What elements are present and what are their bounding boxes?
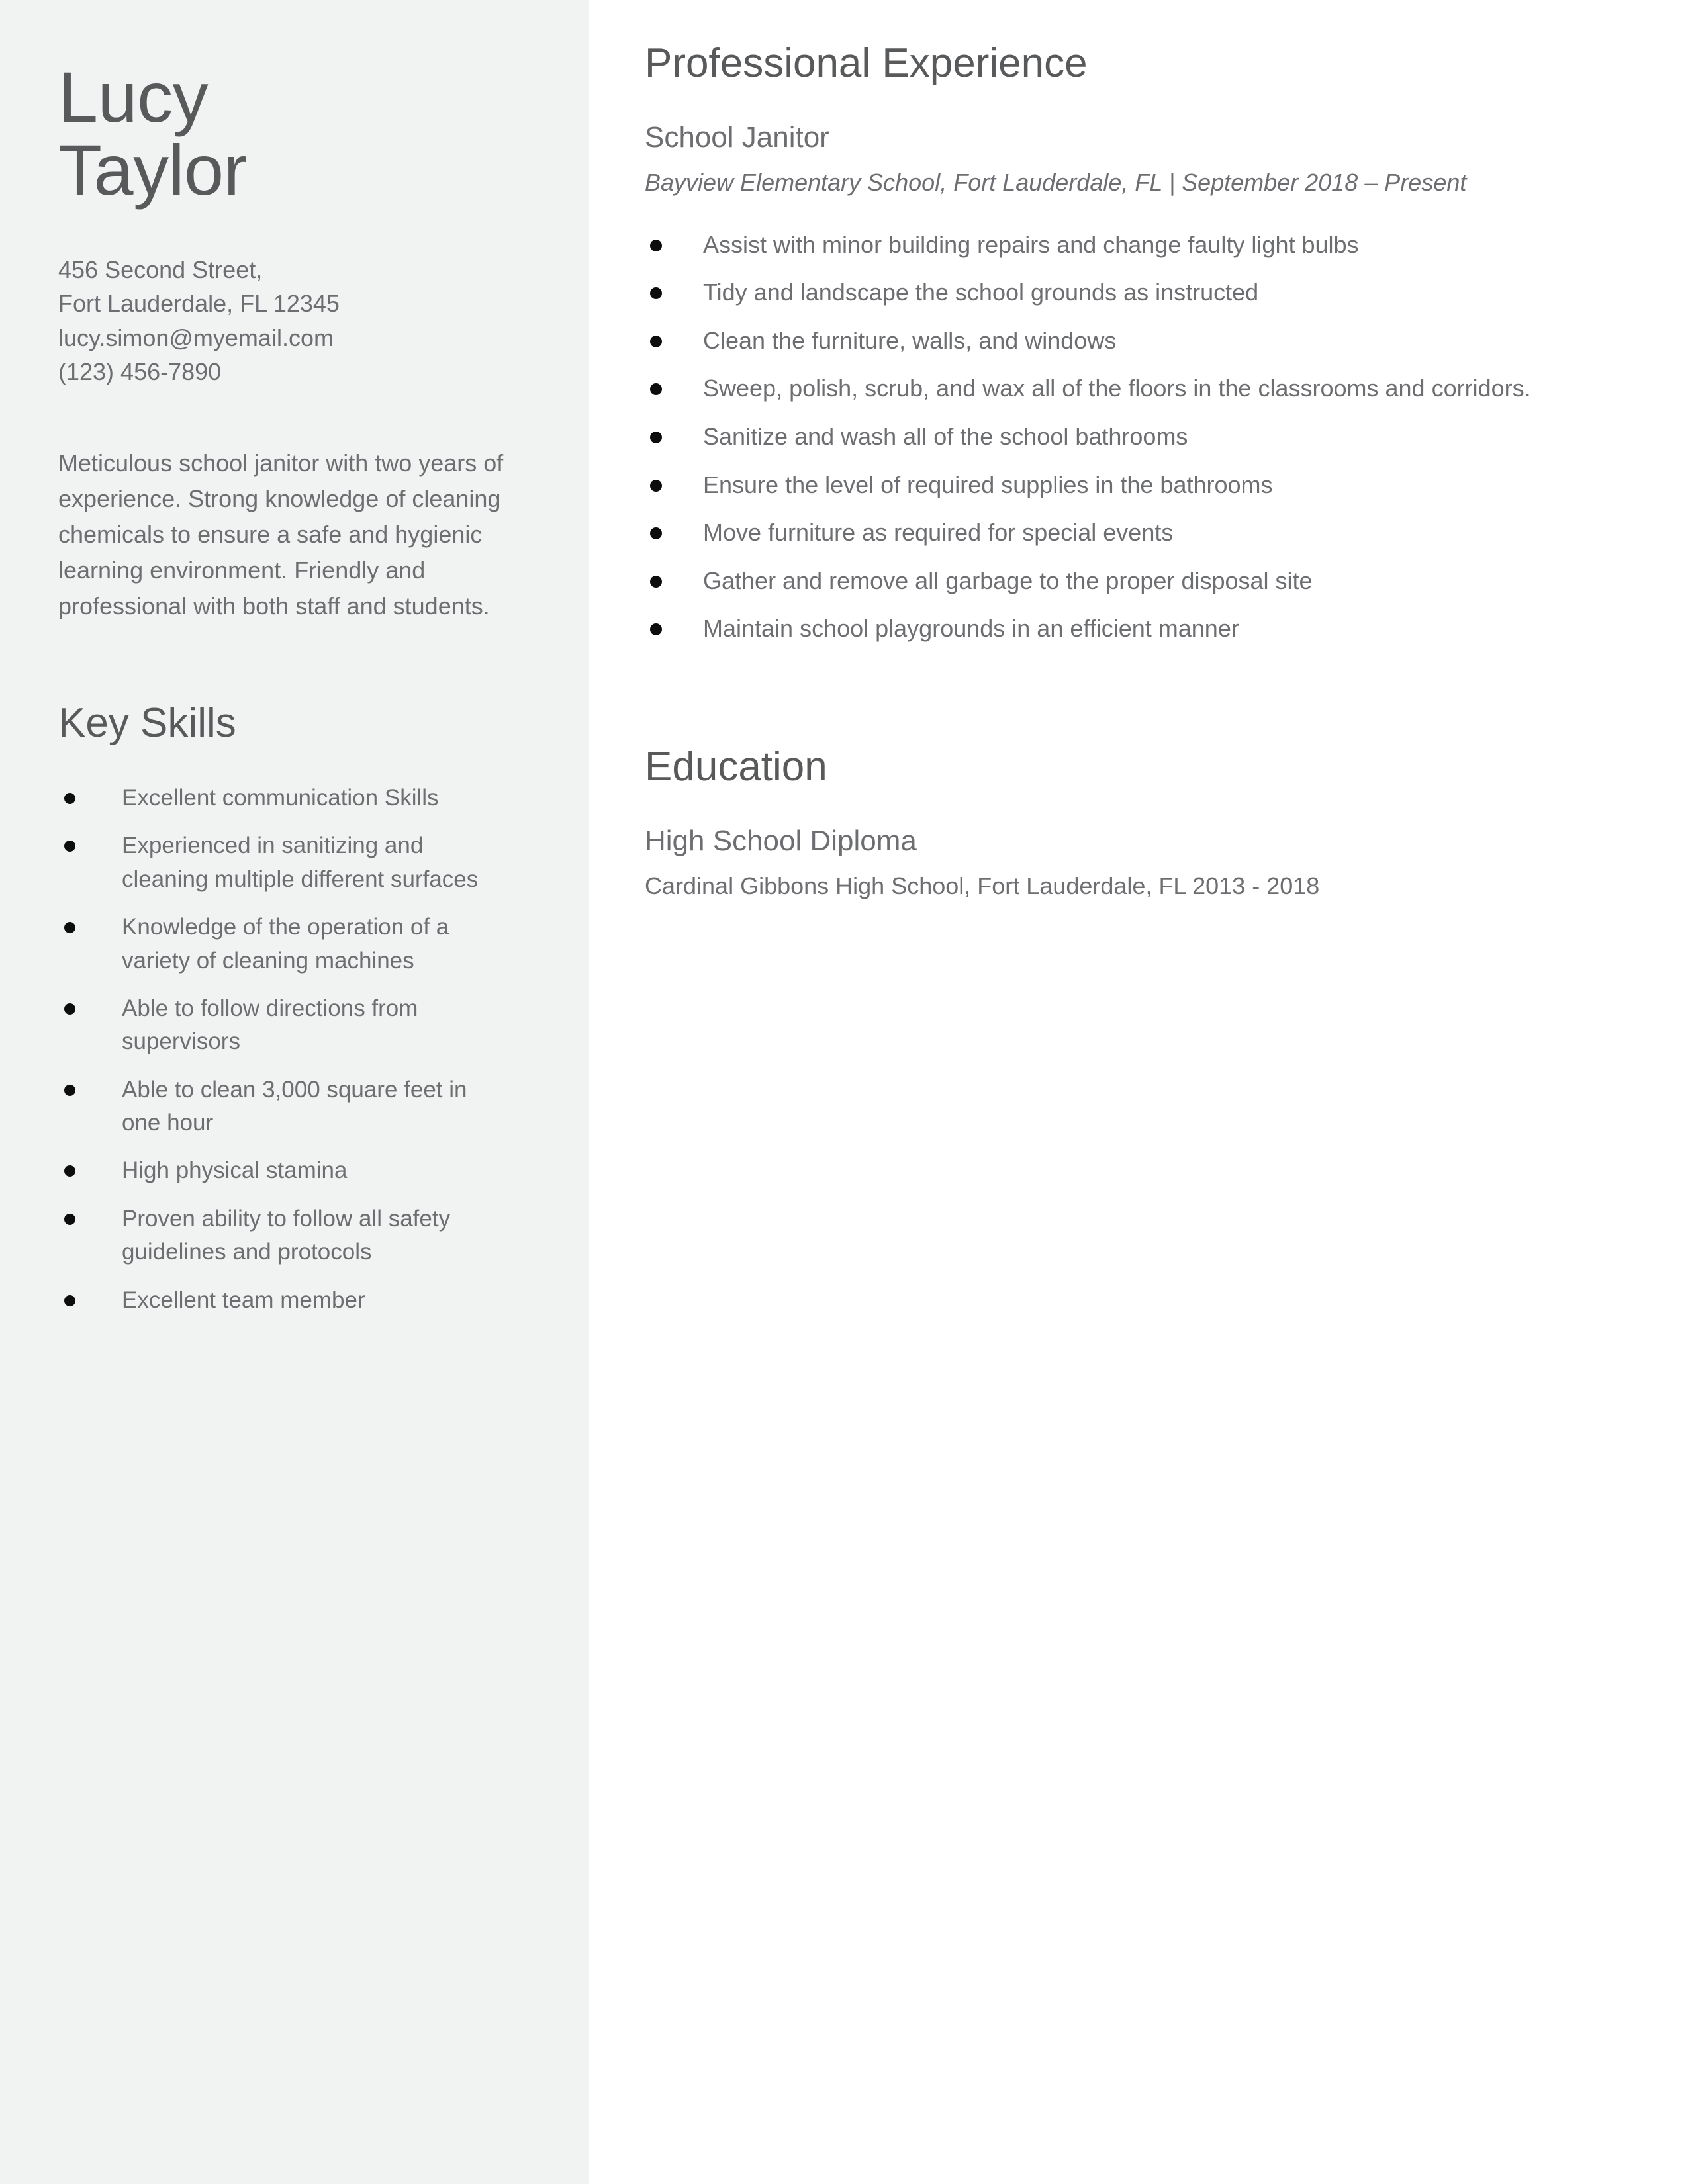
list-item: Maintain school playgrounds in an efficient manner — [645, 612, 1575, 647]
section-spacer — [645, 660, 1575, 745]
candidate-first-name: Lucy — [58, 57, 209, 137]
list-item: Sweep, polish, scrub, and wax all of the floors in the classrooms and corridors. — [645, 371, 1575, 406]
list-item: Experienced in sanitizing and cleaning multiple different surfaces — [58, 829, 510, 896]
list-item: Excellent team member — [58, 1284, 510, 1317]
list-item: Able to follow directions from supervisors — [58, 992, 510, 1059]
list-item: Sanitize and wash all of the school bathrooms — [645, 420, 1575, 455]
list-item: Ensure the level of required supplies in the bathrooms — [645, 468, 1575, 503]
experience-entry — [645, 120, 1575, 647]
candidate-name — [58, 57, 510, 210]
education-school-and-dates: Cardinal Gibbons High School, Fort Lauderdale, FL 2013 - 2018 — [645, 872, 1320, 899]
job-title: School Janitor — [645, 121, 829, 154]
list-item: Able to clean 3,000 square feet in one hour — [58, 1073, 510, 1140]
list-item: Move furniture as required for special events — [645, 516, 1575, 551]
sidebar — [0, 0, 589, 2184]
contact-city-state-zip: Fort Lauderdale, FL 12345 — [58, 290, 340, 318]
contact-street: 456 Second Street, — [58, 256, 263, 284]
list-item: Clean the furniture, walls, and windows — [645, 324, 1575, 359]
main-content — [589, 0, 1688, 2184]
key-skills-list — [58, 782, 510, 1317]
list-item: Assist with minor building repairs and change faulty light bulbs — [645, 228, 1575, 263]
education-entry — [645, 824, 1575, 902]
contact-phone[interactable]: (123) 456-7890 — [58, 357, 222, 385]
list-item: Proven ability to follow all safety guidelines and protocols — [58, 1203, 510, 1269]
job-duties-list — [645, 228, 1575, 647]
list-item: High physical stamina — [58, 1154, 510, 1187]
list-item: Tidy and landscape the school grounds as instructed — [645, 275, 1575, 310]
job-employer-and-dates: Bayview Elementary School, Fort Lauderdale, FL | September 2018 – Present — [645, 168, 1467, 196]
professional-experience-heading: Professional Experience — [645, 40, 1088, 86]
contact-email[interactable]: lucy.simon@myemail.com — [58, 324, 334, 351]
candidate-last-name: Taylor — [58, 130, 248, 210]
contact-details — [58, 253, 510, 388]
list-item: Gather and remove all garbage to the proper disposal site — [645, 564, 1575, 599]
list-item: Knowledge of the operation of a variety of cleaning machines — [58, 911, 510, 978]
list-item: Excellent communication Skills — [58, 782, 510, 815]
education-degree: High School Diploma — [645, 824, 917, 857]
professional-summary: Meticulous school janitor with two years of experience. Strong knowledge of cleaning chemicals to ensure a safe and hygienic learning environment. Friendly and professional with both staff and students. — [58, 449, 504, 619]
education-heading: Education — [645, 743, 827, 790]
key-skills-heading: Key Skills — [58, 700, 236, 746]
